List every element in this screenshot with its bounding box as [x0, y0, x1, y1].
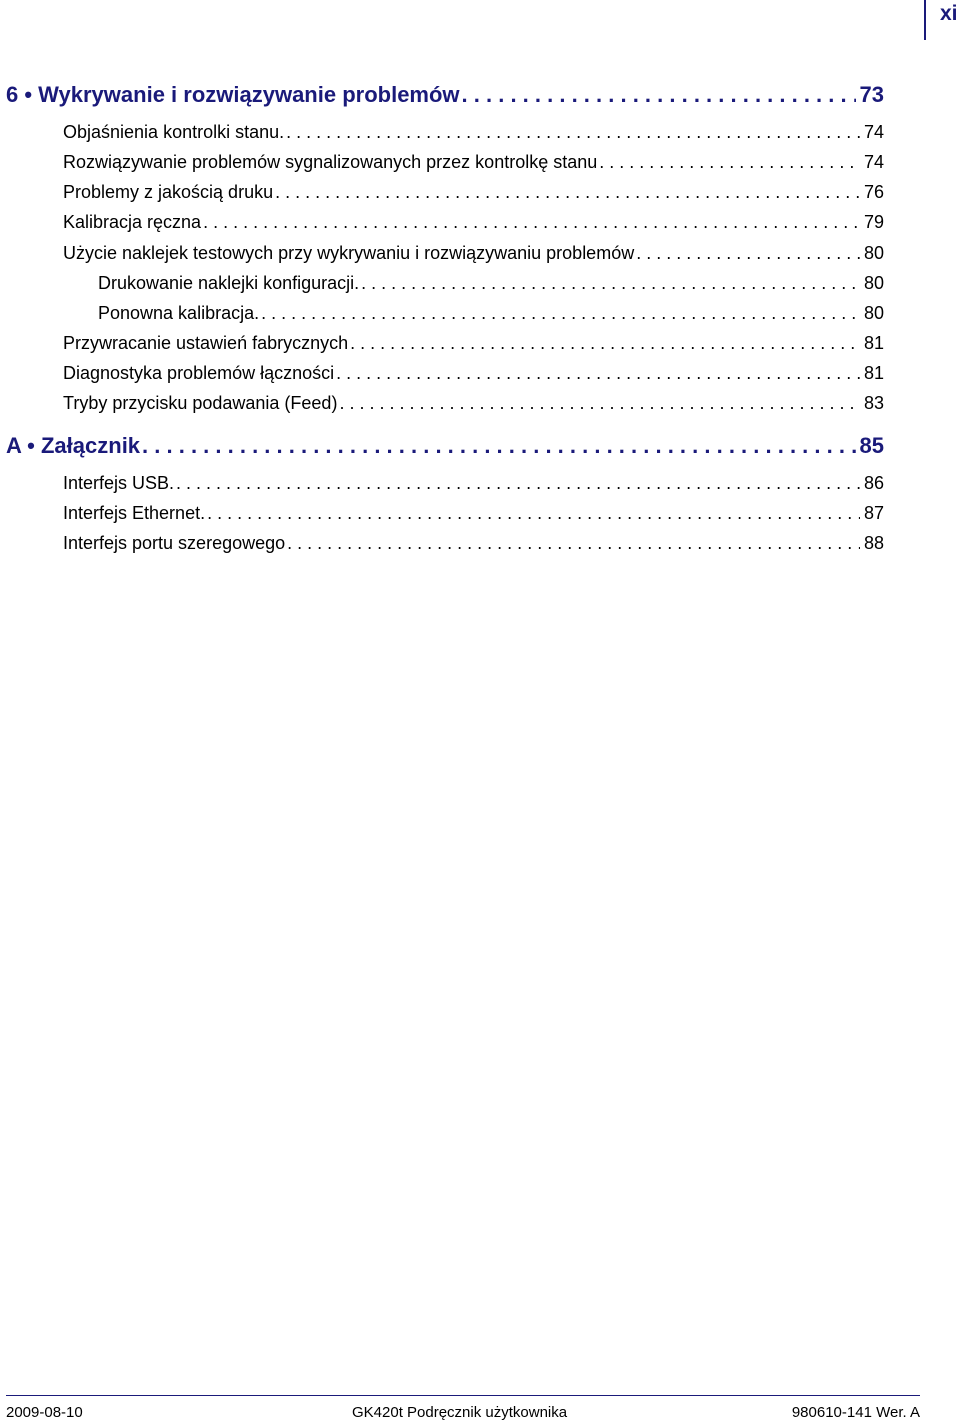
toc-entry-title: Ponowna kalibracja. — [98, 303, 260, 323]
toc-entry-page: 73 — [859, 82, 884, 107]
toc-entry[interactable] — [63, 363, 884, 384]
dot-leader — [142, 433, 855, 459]
toc-entry[interactable] — [63, 393, 884, 414]
toc-entry[interactable] — [63, 503, 884, 524]
toc-entry[interactable] — [63, 243, 884, 264]
toc-entry-title: Przywracanie ustawień fabrycznych — [63, 333, 349, 353]
dot-leader — [350, 333, 860, 354]
toc-entry-page: 76 — [863, 182, 884, 202]
toc-entry-page: 80 — [863, 303, 884, 323]
toc-entry-title: Rozwiązywanie problemów sygnalizowanych przez kontrolkę stanu — [63, 152, 598, 172]
toc-subentry[interactable] — [98, 303, 884, 324]
dot-leader — [287, 533, 860, 554]
dot-leader — [275, 182, 860, 203]
toc-entry-title: Interfejs Ethernet. — [63, 503, 206, 523]
dot-leader — [462, 82, 856, 108]
toc-entry[interactable] — [63, 212, 884, 233]
toc-entry-page: 87 — [863, 503, 884, 523]
page-number: xi — [924, 0, 960, 40]
footer-date: 2009-08-10 — [6, 1404, 83, 1421]
toc-entry-page: 85 — [859, 433, 884, 458]
dot-leader — [203, 212, 860, 233]
toc-entry[interactable] — [63, 182, 884, 203]
toc-entry-page: 80 — [863, 273, 884, 293]
toc-entry[interactable] — [63, 122, 884, 143]
toc-entry-title: Problemy z jakością druku — [63, 182, 274, 202]
toc-entry-page: 79 — [863, 212, 884, 232]
dot-leader — [361, 273, 860, 294]
footer-divider — [6, 1395, 920, 1396]
toc-entry-title: Drukowanie naklejki konfiguracji. — [98, 273, 360, 293]
toc-entry[interactable] — [63, 533, 884, 554]
dot-leader — [176, 473, 860, 494]
footer-document-title: GK420t Podręcznik użytkownika — [352, 1404, 568, 1421]
toc-entry-page: 86 — [863, 473, 884, 493]
toc-entry-title: Objaśnienia kontrolki stanu. — [63, 122, 285, 142]
toc-entry-title: Użycie naklejek testowych przy wykrywaniu i rozwiązywaniu problemów — [63, 243, 635, 263]
toc-entry-page: 81 — [863, 333, 884, 353]
dot-leader — [207, 503, 860, 524]
toc-entry-title: Interfejs USB. — [63, 473, 175, 493]
dot-leader — [339, 393, 860, 414]
footer-part-number: 980610-141 Wer. A — [791, 1404, 920, 1421]
toc-entry-page: 88 — [863, 533, 884, 553]
toc-entry[interactable] — [63, 152, 884, 173]
dot-leader — [636, 243, 860, 264]
toc-entry-title: Diagnostyka problemów łączności — [63, 363, 335, 383]
toc-chapter-a[interactable] — [6, 433, 884, 459]
toc-entry-title: Tryby przycisku podawania (Feed) — [63, 393, 338, 413]
dot-leader — [336, 363, 860, 384]
toc-entry[interactable] — [63, 333, 884, 354]
dot-leader — [599, 152, 860, 173]
dot-leader — [261, 303, 860, 324]
toc-chapter-6[interactable] — [6, 82, 884, 108]
toc-entry[interactable] — [63, 473, 884, 494]
toc-entry-page: 81 — [863, 363, 884, 383]
toc-entry-page: 80 — [863, 243, 884, 263]
toc-entry-title: Kalibracja ręczna — [63, 212, 202, 232]
toc-entry-page: 74 — [863, 152, 884, 172]
toc-entry-title: Interfejs portu szeregowego — [63, 533, 286, 553]
toc-entry-title: 6 • Wykrywanie i rozwiązywanie problemów — [6, 82, 460, 107]
toc-entry-title: A • Załącznik — [6, 433, 141, 458]
toc-entry-page: 74 — [863, 122, 884, 142]
toc-entry-page: 83 — [863, 393, 884, 413]
toc-subentry[interactable] — [98, 273, 884, 294]
dot-leader — [286, 122, 860, 143]
